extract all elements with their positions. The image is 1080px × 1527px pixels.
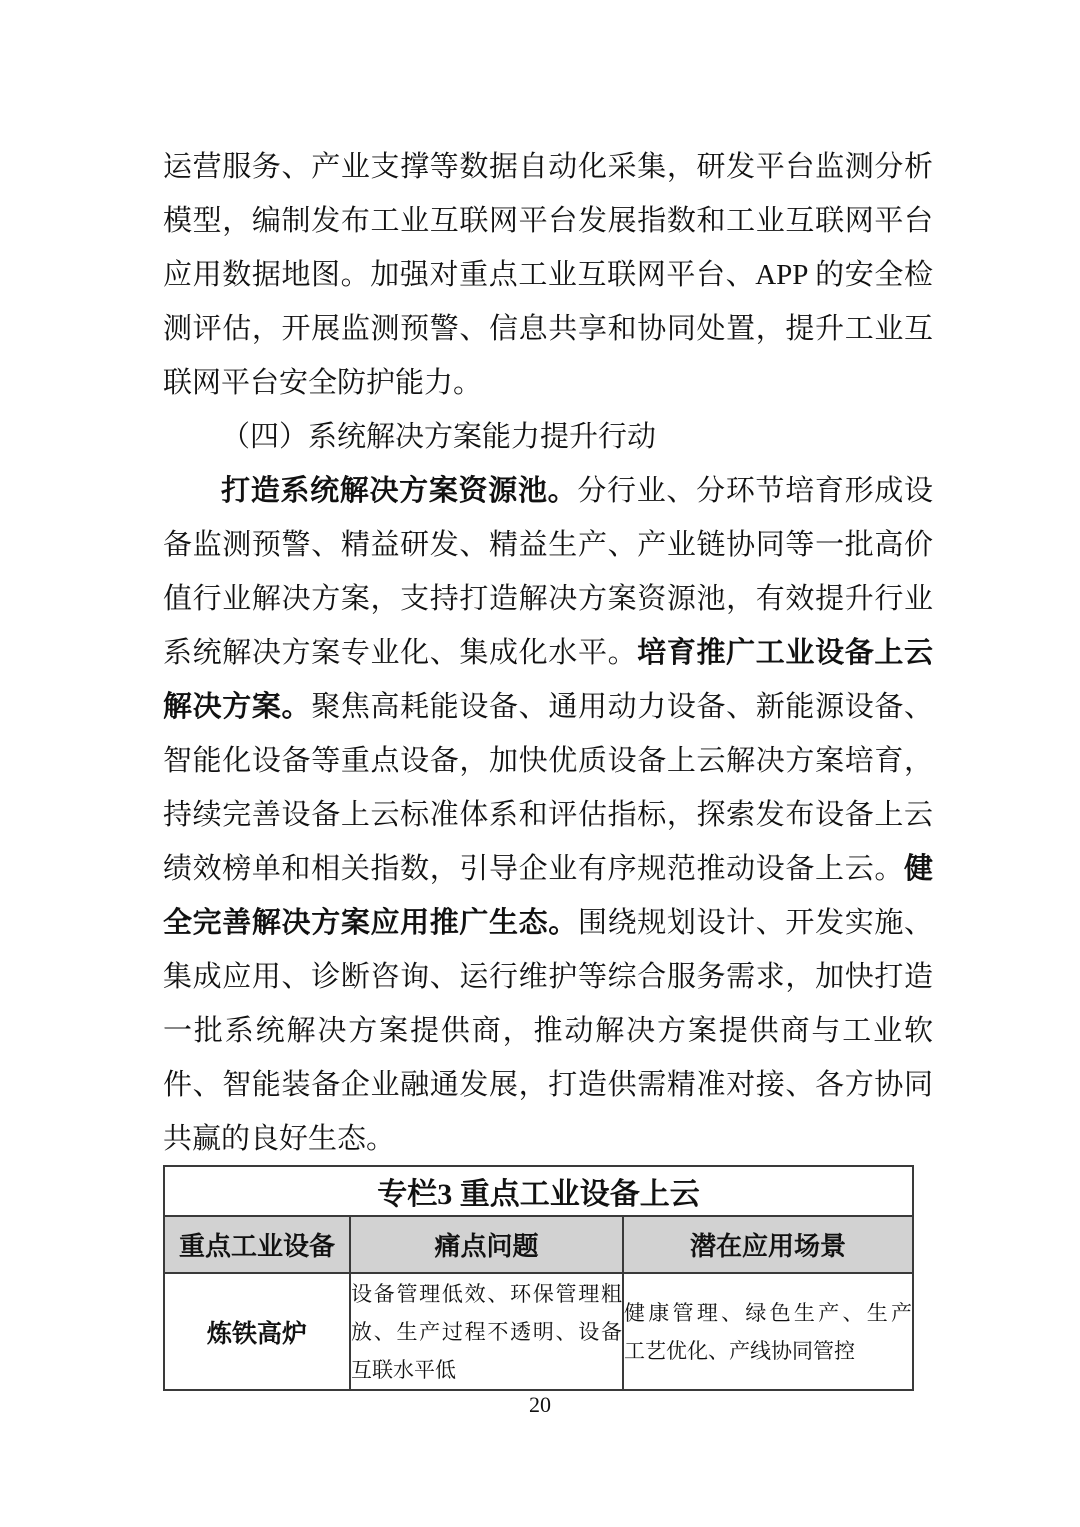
bold-lead: 培育推广工业设备上云 [637,637,933,669]
body-text-segment: 围绕规划设计、开发实施、 [577,907,933,939]
body-text-segment: 绩效榜单和相关指数，引导企业有序规范推动设备上云。 [163,853,904,885]
body-line: 备监测预警、精益研发、精益生产、产业链协同等一批高价 [163,529,933,561]
pain-cell [350,1273,623,1390]
body-line: 持续完善设备上云标准体系和评估指标，探索发布设备上云 [163,799,933,831]
table-row [164,1273,913,1390]
body-line: 联网平台安全防护能力。 [163,367,483,399]
bold-lead: 健 [903,853,933,885]
body-line [163,626,933,680]
body-text-segment: 分行业、分环节培育形成设 [577,475,933,507]
body-line [163,842,933,896]
column-header-scene: 潜在应用场景 [623,1216,913,1273]
body-line [163,680,933,734]
cell-line: 工艺优化、产线协同管控 [624,1338,855,1363]
body-line: 测评估，开展监测预警、信息共享和协同处置，提升工业互 [163,313,933,345]
body-line: 值行业解决方案，支持打造解决方案资源池，有效提升行业 [163,583,933,615]
body-text [163,140,933,1166]
scene-cell [623,1273,913,1390]
body-text-segment: 聚焦高耗能设备、通用动力设备、新能源设备、 [311,691,933,723]
body-line: 件、智能装备企业融通发展，打造供需精准对接、各方协同 [163,1069,933,1101]
cell-line: 互联水平低 [351,1357,456,1382]
body-line: 智能化设备等重点设备，加快优质设备上云解决方案培育， [163,745,933,777]
body-line: 一批系统解决方案提供商，推动解决方案提供商与工业软 [163,1015,933,1047]
cell-line: 健康管理、绿色生产、生产 [624,1300,913,1325]
bold-lead: 解决方案。 [163,691,312,723]
device-cell: 炼铁高炉 [164,1273,350,1390]
body-line: 集成应用、诊断咨询、运行维护等综合服务需求，加快打造 [163,961,933,993]
section-heading: （四）系统解决方案能力提升行动 [221,421,657,453]
cell-line: 放、生产过程不透明、设备 [351,1319,622,1344]
body-line: 运营服务、产业支撑等数据自动化采集，研发平台监测分析 [163,151,933,183]
body-line [163,464,933,518]
body-line [163,896,933,950]
body-text-segment: 系统解决方案专业化、集成化水平。 [163,637,638,669]
body-line: 共赢的良好生态。 [163,1123,396,1155]
bold-lead: 全完善解决方案应用推广生态。 [163,907,578,939]
table-title: 专栏3 重点工业设备上云 [164,1166,913,1216]
body-line: 模型，编制发布工业互联网平台发展指数和工业互联网平台 [163,205,933,237]
body-line: 应用数据地图。加强对重点工业互联网平台、APP 的安全检 [163,259,933,291]
column-header-pain: 痛点问题 [350,1216,623,1273]
box-table [163,1165,914,1391]
bold-lead: 打造系统解决方案资源池。 [221,475,578,507]
cell-line: 设备管理低效、环保管理粗 [351,1281,622,1306]
column-header-device: 重点工业设备 [164,1216,350,1273]
page-number: 20 [529,1392,551,1417]
table-header-row [164,1216,913,1273]
table-title-row [164,1166,913,1216]
